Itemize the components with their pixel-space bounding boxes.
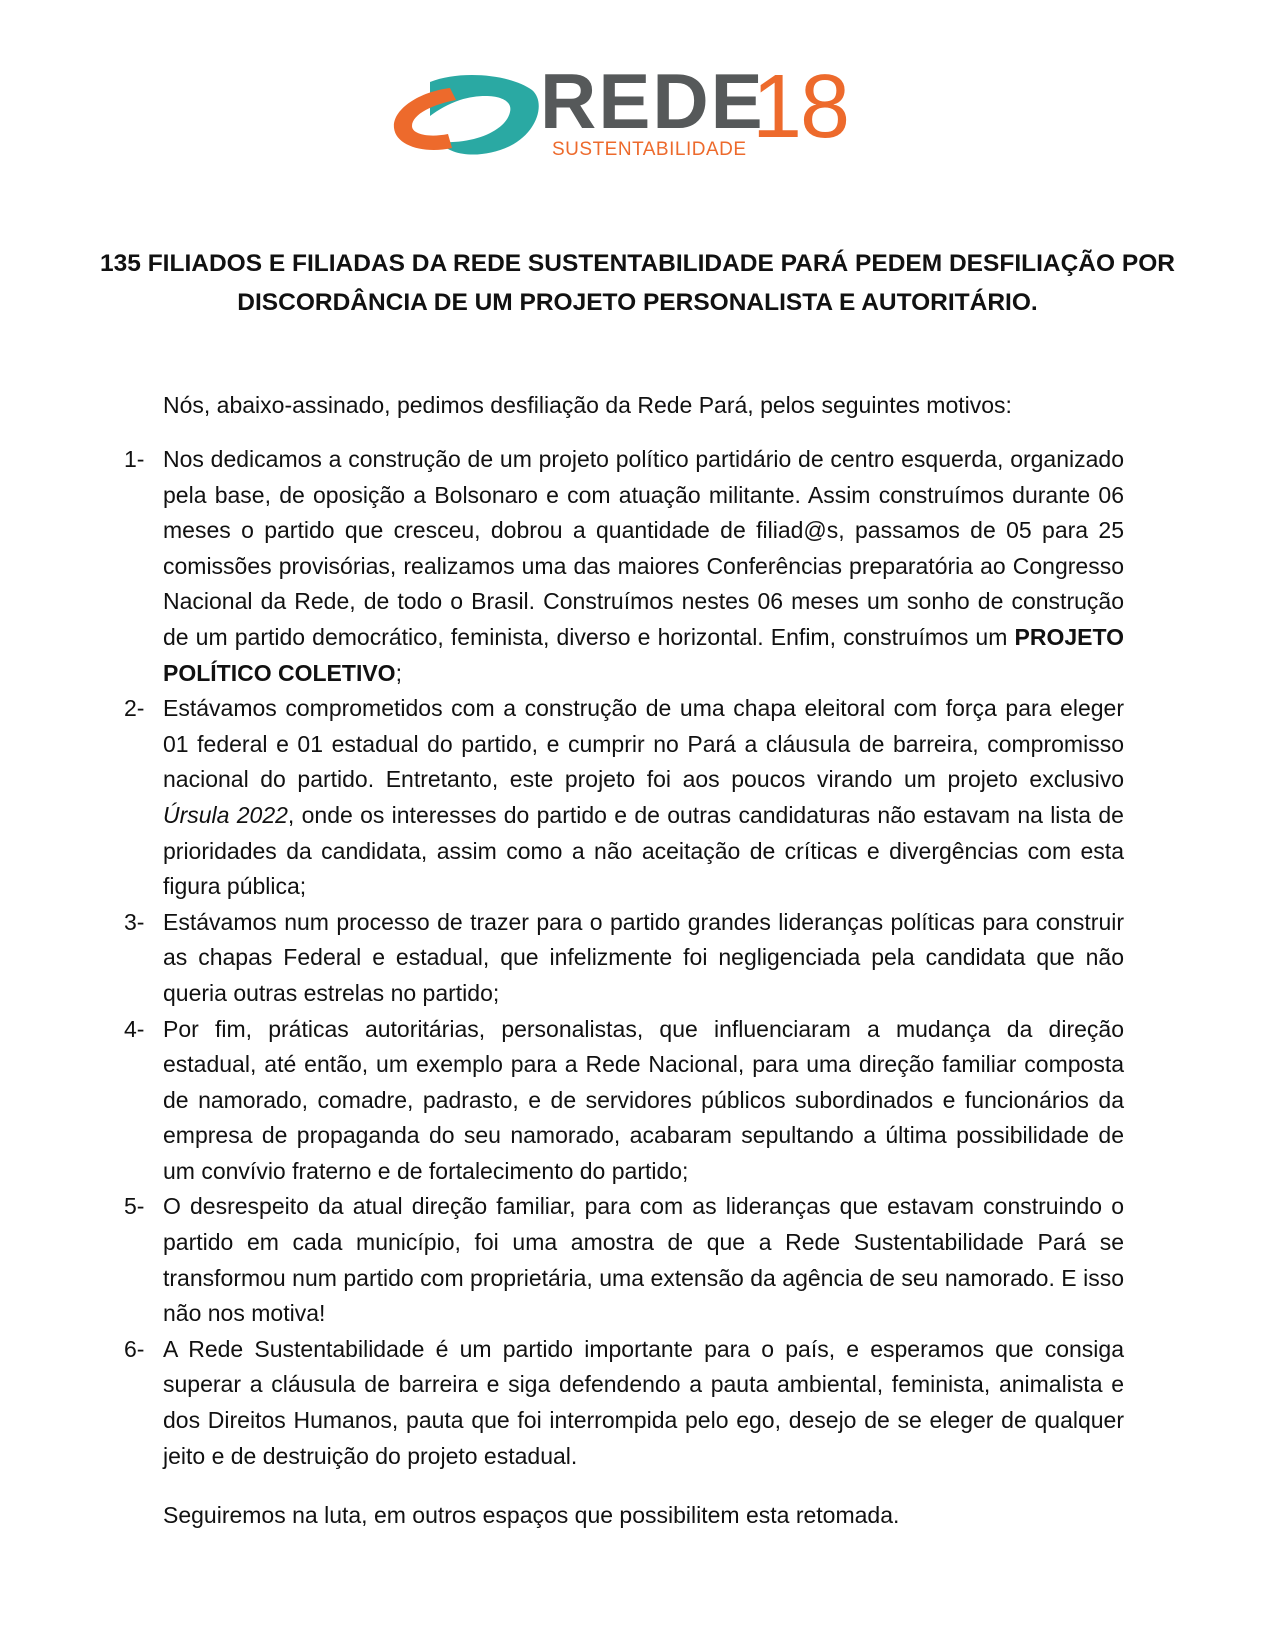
reason-item [124, 1012, 1124, 1190]
logo-number: 18 [752, 57, 849, 157]
reason-number: 4- [124, 1015, 145, 1042]
reason-text: A Rede Sustentabilidade é um partido importante para o país, e esperamos que consiga superar a cláusula de barreira e siga defendendo a pauta ambiental, feminista, animalista e dos Direitos Humanos, pauta que foi interrompida pelo ego, desejo de se eleger de qualquer jeito e de destruição do projeto estadual. [163, 1335, 1124, 1469]
rede-logo-icon [390, 74, 540, 158]
reasons-list [124, 442, 1124, 1474]
reason-number: 3- [124, 908, 145, 935]
reason-item [124, 442, 1124, 691]
reason-text: O desrespeito da atual direção familiar, para com as lideranças que estavam construindo o partido em cada município, foi uma amostra de que a Rede Sustentabilidade Pará se transformou num partido com proprietária, uma extensão da agência de seu namorado. E isso não nos motiva! [163, 1193, 1124, 1327]
reason-text: Estávamos num processo de trazer para o partido grandes lideranças políticas para construir as chapas Federal e estadual, que infelizmente foi negligenciada pela candidata que não queria outras estrelas no partido; [163, 908, 1124, 1006]
reason-item [124, 1189, 1124, 1331]
document-title: 135 FILIADOS E FILIADAS DA REDE SUSTENTABILIDADE PARÁ PEDEM DESFILIAÇÃO POR DISCORDÂNCIA DE UM PROJETO PERSONALISTA E AUTORITÁRIO. [100, 250, 1175, 316]
intro-paragraph: Nós, abaixo-assinado, pedimos desfiliação da Rede Pará, pelos seguintes motivos: [163, 392, 1012, 418]
reason-text-end: ; [395, 659, 402, 686]
reason-number: 5- [124, 1193, 145, 1220]
reason-number: 1- [124, 446, 145, 472]
reason-text: Estávamos comprometidos com a construção de uma chapa eleitoral com força para eleger 01 federal e 01 estadual do partido, e cumprir no Pará a cláusula de barreira, compromisso nacional do partido. Entretanto, este projeto foi aos poucos virando um projeto exclusivo [163, 695, 1124, 793]
reason-bold-text: PROJETO POLÍTICO COLETIVO [163, 623, 1124, 686]
reason-text: Nos dedicamos a construção de um projeto político partidário de centro esquerda, organizado pela base, de oposição a Bolsonaro e com atuação militante. Assim construímos durante 06 meses o partido que cresceu, dobrou a quantidade de filiad@s, passamos de 05 para 25 comissões provisórias, realizamos uma das maiores Conferências preparatória ao Congresso Nacional da Rede, de todo o Brasil. Construímos nestes 06 meses um sonho de construção de um partido democrático, feminista, diverso e horizontal. Enfim, construímos um [163, 446, 1124, 650]
logo-tagline: SUSTENTABILIDADE [552, 139, 747, 160]
reason-number: 6- [124, 1335, 145, 1362]
logo-wordmark: REDE [540, 57, 765, 145]
rede-logo [390, 57, 850, 168]
reason-item [124, 905, 1124, 1012]
reason-text: Por fim, práticas autoritárias, personalistas, que influenciaram a mudança da direção estadual, até então, um exemplo para a Rede Nacional, para uma direção familiar composta de namorado, comadre, padrasto, e de servidores públicos subordinados e funcionários da empresa de propaganda do seu namorado, acabaram sepultando a última possibilidade de um convívio fraterno e de fortalecimento do partido; [163, 1015, 1124, 1184]
reason-text-end: , onde os interesses do partido e de outras candidaturas não estavam na lista de prioridades da candidata, assim como a não aceitação de críticas e divergências com esta figura pública; [163, 801, 1124, 900]
closing-paragraph: Seguiremos na luta, em outros espaços que possibilitem esta retomada. [163, 1502, 900, 1528]
reason-italic-text: Úrsula 2022 [163, 801, 288, 828]
reason-number: 2- [124, 695, 145, 722]
reason-item [124, 1332, 1124, 1474]
reason-item [124, 691, 1124, 905]
